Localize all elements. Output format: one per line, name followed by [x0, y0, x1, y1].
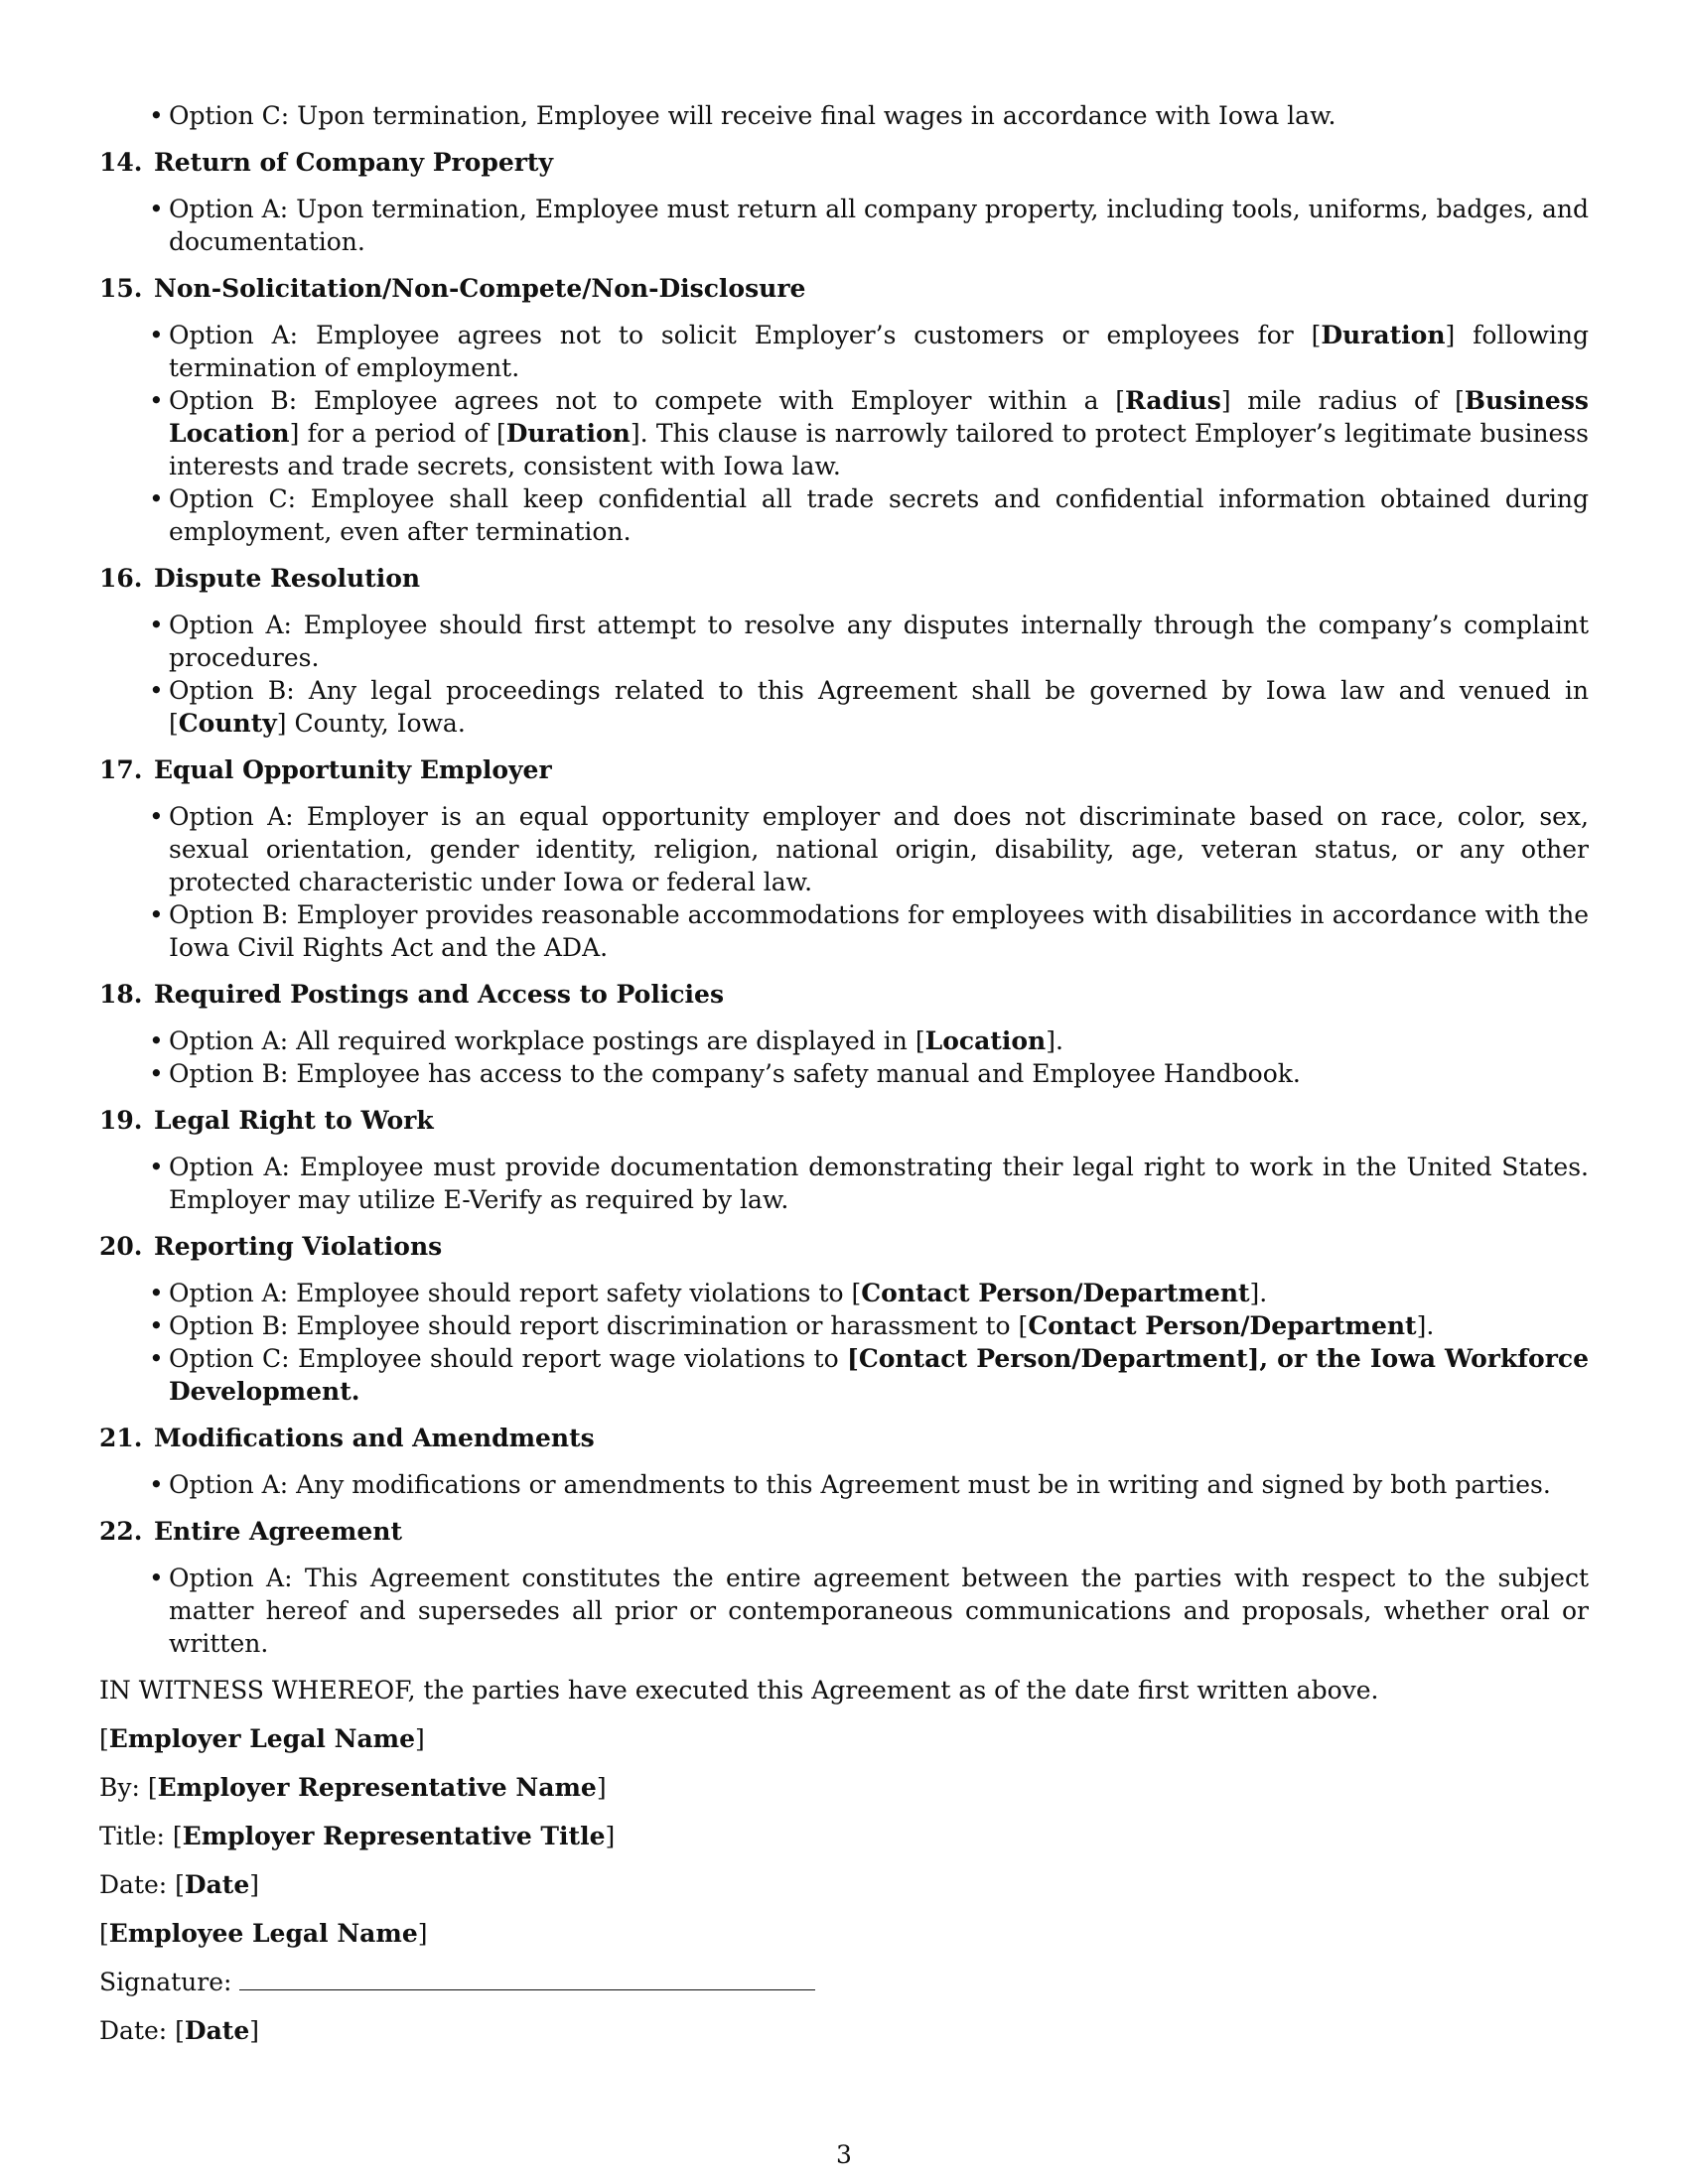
option-list: [99, 1468, 1589, 1501]
option-text: Option C: Employee shall keep confidential all trade secrets and confidential information obtained during employment, even after termination.: [169, 484, 1589, 546]
option-text: Option A: Any modifications or amendments to this Agreement must be in writing and signed by both parties.: [169, 1470, 1551, 1499]
option-text: ].: [1416, 1311, 1435, 1340]
section-title: Non-Solicitation/Non-Compete/Non-Disclosure: [154, 274, 806, 303]
option-item: [99, 1562, 1589, 1660]
employer-title-line: Title: [Employer Representative Title]: [99, 1822, 616, 1850]
option-text: Option A: Employee should first attempt to resolve any disputes internally through the company’s complaint procedures.: [169, 611, 1589, 672]
option-list: [99, 319, 1589, 548]
option-list: [99, 1151, 1589, 1216]
option-item: [99, 99, 1589, 132]
employer-rep-name: Employer Representative Name: [157, 1773, 597, 1802]
section-number: 16.: [99, 564, 143, 593]
employee-date-label: Date:: [99, 2016, 168, 2045]
section-title: Reporting Violations: [154, 1232, 443, 1261]
option-text: ] County, Iowa.: [276, 709, 466, 738]
placeholder-field: Location: [924, 1026, 1047, 1055]
option-list: [99, 1024, 1589, 1090]
section-title: Required Postings and Access to Policies: [154, 980, 725, 1009]
section-title: Dispute Resolution: [154, 564, 421, 593]
top-option-list: [99, 99, 1589, 132]
placeholder-field: Contact Person/Department: [1028, 1311, 1417, 1340]
section-heading: [99, 272, 1589, 305]
section-number: 21.: [99, 1424, 143, 1452]
placeholder-field: Radius: [1125, 386, 1221, 415]
option-text: Option C: Employee should report wage violations to: [169, 1344, 847, 1373]
employer-date: Date: [184, 1870, 250, 1899]
option-text: Option B: Employee agrees not to compete with Employer within a [: [169, 386, 1126, 415]
section-title: Return of Company Property: [154, 148, 553, 177]
title-label: Title:: [99, 1822, 165, 1850]
date-label: Date:: [99, 1870, 168, 1899]
option-list: [99, 609, 1589, 740]
option-item: [99, 1277, 1589, 1309]
option-text: ] following termination of employment.: [169, 321, 1590, 382]
section-title: Entire Agreement: [154, 1517, 402, 1546]
option-item: [99, 1342, 1589, 1408]
option-text: Option B: Employee has access to the company’s safety manual and Employee Handbook.: [169, 1059, 1301, 1088]
option-text: Option A: Upon termination, Employee must return all company property, including tools, uniforms, badges, and documentation.: [169, 195, 1589, 256]
option-text: Option B: Employee should report discrimination or harassment to [: [169, 1311, 1029, 1340]
section-heading: [99, 146, 1589, 179]
placeholder-field: Business Location: [169, 386, 1589, 448]
option-text: Option C: Upon termination, Employee will receive final wages in accordance with Iowa law.: [169, 101, 1336, 130]
employee-date-line: Date: [Date]: [99, 2016, 260, 2045]
option-text: Option A: Employee should report safety violations to [: [169, 1279, 862, 1307]
option-text: Option A: Employer is an equal opportunity employer and does not discriminate based on race, color, sex, sexual orientation, gender identity, religion, national origin, disability, age, veteran status, or any other protected characteristic under Iowa or federal law.: [169, 802, 1589, 896]
section-heading: [99, 1230, 1589, 1263]
option-list: [99, 193, 1589, 258]
placeholder-field: Contact Person/Department: [861, 1279, 1250, 1307]
section-title: Modifications and Amendments: [154, 1424, 595, 1452]
option-item: [99, 674, 1589, 740]
section-number: 22.: [99, 1517, 143, 1546]
option-text: ].: [1249, 1279, 1268, 1307]
section-number: 15.: [99, 274, 143, 303]
option-item: [99, 482, 1589, 548]
option-text: Option A: This Agreement constitutes the entire agreement between the parties with respect to the subject matter hereof and supersedes all prior or contemporaneous communications and proposals, whether oral or written.: [169, 1564, 1589, 1658]
signature-label: Signature:: [99, 1968, 232, 1996]
option-text: Option B: Employer provides reasonable accommodations for employees with disabilities in accordance with the Iowa Civil Rights Act and the ADA.: [169, 900, 1589, 962]
by-label: By:: [99, 1773, 140, 1802]
option-item: [99, 1309, 1589, 1342]
section-number: 20.: [99, 1232, 143, 1261]
section-heading: [99, 1422, 1589, 1454]
option-list: [99, 1562, 1589, 1660]
employee-name-line: [Employee Legal Name]: [99, 1919, 428, 1948]
placeholder-field: [Contact Person/Department], or the Iowa Workforce Development.: [169, 1344, 1589, 1406]
employee-legal-name: Employee Legal Name: [108, 1919, 418, 1948]
placeholder-field: Duration: [505, 419, 631, 448]
option-item: [99, 319, 1589, 384]
employee-date: Date: [184, 2016, 250, 2045]
option-text: Option B: Any legal proceedings related to this Agreement shall be governed by Iowa law and venued in [: [169, 676, 1589, 738]
signature-field[interactable]: [239, 1966, 815, 1990]
option-item: [99, 1151, 1589, 1216]
option-item: [99, 609, 1589, 674]
option-text: Option A: Employee agrees not to solicit Employer’s customers or employees for [: [169, 321, 1322, 349]
section-number: 18.: [99, 980, 143, 1009]
placeholder-field: County: [178, 709, 277, 738]
employee-signature-line: [99, 1966, 1589, 1998]
option-item: [99, 1057, 1589, 1090]
option-text: ] for a period of [: [289, 419, 506, 448]
placeholder-field: Duration: [1321, 321, 1446, 349]
employer-by-line: By: [Employer Representative Name]: [99, 1773, 607, 1802]
option-text: Option A: All required workplace postings are displayed in [: [169, 1026, 925, 1055]
option-item: [99, 898, 1589, 964]
option-list: [99, 800, 1589, 964]
option-text: Option A: Employee must provide documentation demonstrating their legal right to work in the United States. Employer may utilize E-Verify as required by law.: [169, 1153, 1589, 1214]
document-page: [99, 99, 1589, 2047]
section-number: 19.: [99, 1106, 143, 1135]
section-title: Legal Right to Work: [154, 1106, 434, 1135]
section-heading: [99, 1515, 1589, 1548]
sections-container: [99, 146, 1589, 1660]
option-text: ]. This clause is narrowly tailored to protect Employer’s legitimate business interests and trade secrets, consistent with Iowa law.: [169, 419, 1589, 480]
section-number: 17.: [99, 755, 143, 784]
section-heading: [99, 1104, 1589, 1137]
employer-date-line: Date: [Date]: [99, 1870, 260, 1899]
witness-clause: IN WITNESS WHEREOF, the parties have executed this Agreement as of the date first written above.: [99, 1676, 1379, 1705]
section-title: Equal Opportunity Employer: [154, 755, 552, 784]
page-number: 3: [836, 2140, 852, 2169]
section-heading: [99, 562, 1589, 595]
employer-rep-title: Employer Representative Title: [182, 1822, 606, 1850]
option-list: [99, 1277, 1589, 1408]
employer-name-line: [Employer Legal Name]: [99, 1724, 425, 1753]
option-item: [99, 800, 1589, 898]
option-item: [99, 384, 1589, 482]
option-text: ].: [1046, 1026, 1063, 1055]
section-number: 14.: [99, 148, 143, 177]
option-text: ] mile radius of [: [1220, 386, 1465, 415]
section-heading: [99, 978, 1589, 1011]
employer-legal-name: Employer Legal Name: [108, 1724, 416, 1753]
option-item: [99, 1468, 1589, 1501]
option-item: [99, 1024, 1589, 1057]
option-item: [99, 193, 1589, 258]
section-heading: [99, 753, 1589, 786]
